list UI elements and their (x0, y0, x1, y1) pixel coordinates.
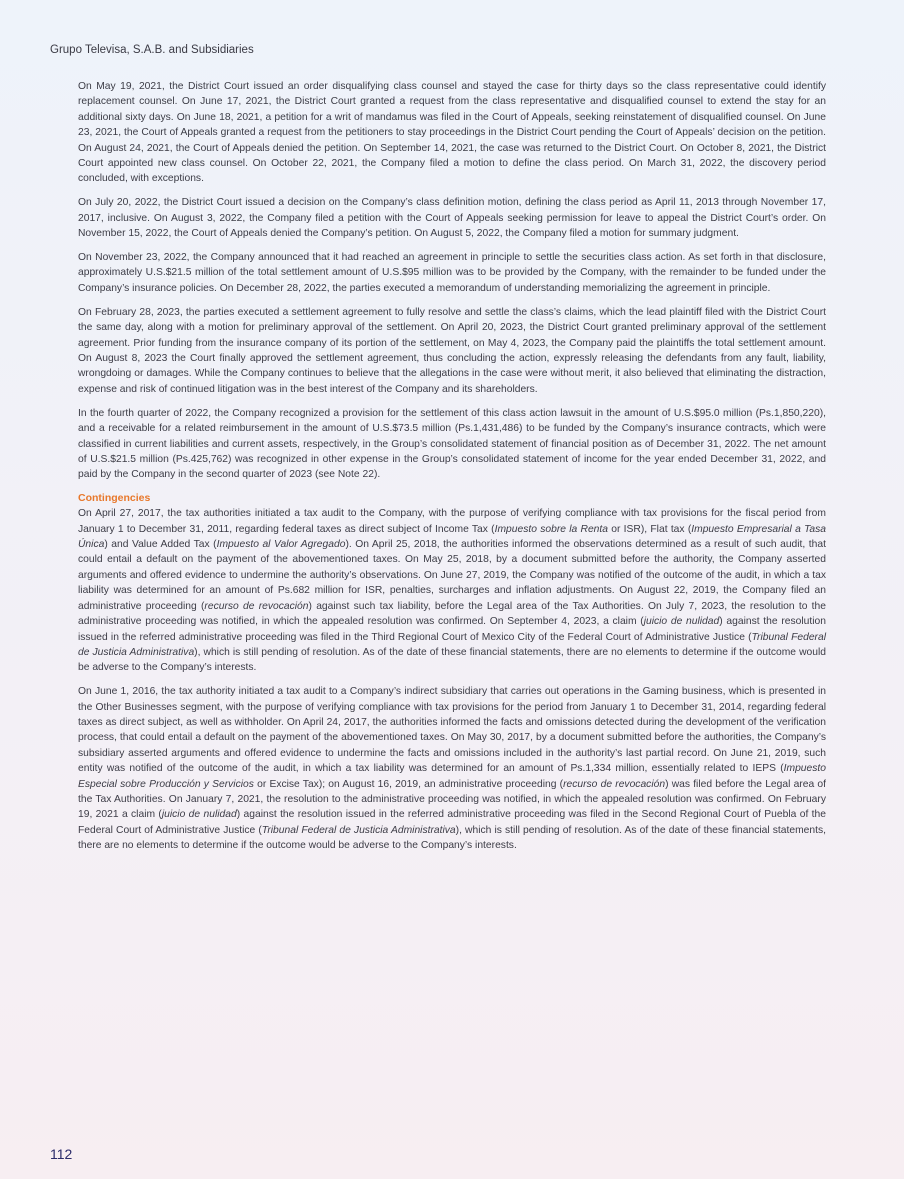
text-segment: ) against the resolution issued in the referred administrative proceeding was filed in the Second Regional Court of Puebla of the Federal Court of Administrative Justice ( (78, 809, 826, 836)
text-segment: On April 27, 2017, the tax authorities initiated a tax audit to the Company, with the purpose of verifying compliance with tax provisions for the fiscal period from January 1 to December 31, 2011, regarding federal taxes as direct subject of Income Tax ( (78, 508, 826, 535)
text-segment: or ISR), Flat tax ( (608, 523, 692, 535)
paragraph-class-counsel: On May 19, 2021, the District Court issued an order disqualifying class counsel and stayed the case for thirty days so the class representative could identify replacement counsel. On June 17, 2021, the District Court granted a request from the class representative and disqualified counsel to extend the stay for an additional sixty days. On June 18, 2021, a petition for a writ of mandamus was filed in the Court of Appeals, seeking reinstatement of disqualified counsel. On June 23, 2021, the Court of Appeals granted a request from the petitioners to stay proceedings in the District Court pending the Court of Appeals’ decision on the petition. On August 24, 2021, the Court of Appeals denied the petition. On September 14, 2021, the case was returned to the District Court. On October 8, 2021, the District Court appointed new class counsel. On October 22, 2021, the Company filed a motion to define the class period. On March 31, 2022, the discovery period concluded, with exceptions. (78, 81, 826, 185)
text-segment: ), which is still pending of resolution. As of the date of these financial statements, there are no elements to determine if the outcome would be adverse to the Company’s interests. (78, 824, 826, 852)
text-segment: On June 1, 2016, the tax authority initiated a tax audit to a Company’s indirect subsidiary that carries out operations in the Gaming business, which is presented in the Other Businesses segment, with the purpose of verifying compliance with tax provisions for the period from January 1 to December 31, 2014, regarding federal taxes as direct subject, as well as withholder. On April 24, 2017, the authorities informed the facts and omissions detected during the development of the verification process, that could entail a default on the payment of the abovementioned taxes. On May 30, 2017, by a document submitted before the authorities, the Company’s subsidiary asserted arguments and offered evidence to undermine the facts and omissions included in the authority’s last partial record. On June 21, 2019, such entity was notified of the outcome of the audit, in which a tax liability was determined for an amount of Ps.1,334 million, essentially related to IEPS ( (78, 686, 826, 775)
paragraph-tax-audit-company (78, 506, 826, 675)
page-header: Grupo Televisa, S.A.B. and Subsidiaries (50, 44, 254, 56)
text-segment: or Excise Tax); on August 16, 2019, an administrative proceeding ( (253, 778, 564, 790)
paragraph-settlement-principle: On November 23, 2022, the Company announced that it had reached an agreement in principle to settle the securities class action. As set forth in that disclosure, approximately U.S.$21.5 million of the total settlement amount of U.S.$95 million was to be provided by the Company, with the remainder to be funded under the Company’s insurance policies. On December 28, 2022, the parties executed a memorandum of understanding memorializing the agreement in principle. (78, 252, 826, 294)
page-body (78, 79, 826, 862)
paragraph-class-definition: On July 20, 2022, the District Court issued a decision on the Company’s class definition motion, defining the class period as April 11, 2013 through November 17, 2017, inclusive. On August 3, 2022, the Company filed a petition with the Court of Appeals seeking permission for leave to appeal the District Court’s order. On November 15, 2022, the Court of Appeals denied the Company’s petition. On August 5, 2022, the Company filed a motion for summary judgment. (78, 197, 826, 240)
italic-term: Tribunal Federal de Justicia Administrativa (261, 824, 456, 836)
paragraph-tax-audit-subsidiary (78, 684, 826, 853)
text-segment: ). On April 25, 2018, the authorities informed the observations determined as a result of such audit, that could entail a default on the payment of the abovementioned taxes. On May 25, 2018, by a document submitted before the authority, the Company asserted arguments and offered evidence to undermine the authority’s observations. On June 27, 2019, the Company was notified of the outcome of the audit, in which a tax liability was determined for an amount of Ps.682 million for ISR, penalties, surcharges and inflation adjustments. On August 22, 2019, the Company filed an administrative proceeding ( (78, 539, 826, 612)
text-segment: ) against the resolution issued in the referred administrative proceeding was filed in the Third Regional Court of Mexico City of the Federal Court of Administrative Justice ( (78, 616, 826, 643)
italic-term: Impuesto Especial sobre Producción y Servicios (78, 763, 826, 790)
section-heading-contingencies: Contingencies (78, 492, 151, 505)
italic-term: Impuesto Empresarial a Tasa Única (78, 523, 827, 551)
italic-term: Impuesto sobre la Renta (494, 523, 608, 535)
italic-term: Tribunal Federal de Justicia Administrativa (78, 631, 826, 658)
italic-term: recurso de revocación (204, 600, 309, 612)
paragraph-provision: In the fourth quarter of 2022, the Company recognized a provision for the settlement of this class action lawsuit in the amount of U.S.$95.0 million (Ps.1,850,220), and a receivable for a related reimbursement in the amount of U.S.$73.5 million (Ps.1,431,486) to be funded by the Company’s insurance contracts, which were classified in current liabilities and current assets, respectively, in the Group’s consolidated statement of financial position as of December 31, 2022. The net amount of U.S.$21.5 million (Ps.425,762) was recognized in other expense in the Group’s consolidated statement of income for the year ended December 31, 2022, and paid by the Company in the second quarter of 2023 (see Note 22). (78, 407, 826, 481)
paragraph-settlement-agreement: On February 28, 2023, the parties executed a settlement agreement to fully resolve and settle the class’s claims, which the lead plaintiff filed with the District Court the same day, along with a motion for preliminary approval of the settlement. On April 20, 2023, the District Court granted preliminary approval of the settlement agreement. Prior funding from the insurance company of its portion of the settlement, on May 4, 2023, the Company paid the plaintiffs the total settlement amount. On August 8, 2023 the Court finally approved the settlement agreement, thus concluding the action, expressly releasing the defendants from any fault, liability, wrongdoing or damages. While the Company continues to believe that the allegations in the case were without merit, it also believed that eliminating the distraction, expense and risk of continued litigation was in the best interest of the Company and its shareholders. (78, 306, 826, 395)
italic-term: juicio de nulidad (643, 616, 720, 628)
text-segment: ) and Value Added Tax ( (104, 539, 217, 551)
text-segment: ), which is still pending of resolution. As of the date of these financial statements, there are no elements to determine if the outcome would be adverse to the Company’s interests. (78, 646, 826, 674)
italic-term: juicio de nulidad (161, 809, 237, 821)
text-segment: ) was filed before the Legal area of the Tax Authorities. On January 7, 2021, the resolution to the administrative proceeding was notified, in which the appealed resolution was confirmed. On February 19, 2021 a claim ( (78, 778, 826, 821)
italic-term: recurso de revocación (563, 778, 666, 790)
text-segment: ) against such tax liability, before the Legal area of the Tax Authorities. On July 7, 2023, the resolution to the administrative proceeding was notified, in which the appealed resolution was confirmed. On September 4, 2023, a claim ( (78, 600, 826, 628)
page-number: 112 (50, 1146, 73, 1162)
italic-term: Impuesto al Valor Agregado (216, 539, 346, 551)
